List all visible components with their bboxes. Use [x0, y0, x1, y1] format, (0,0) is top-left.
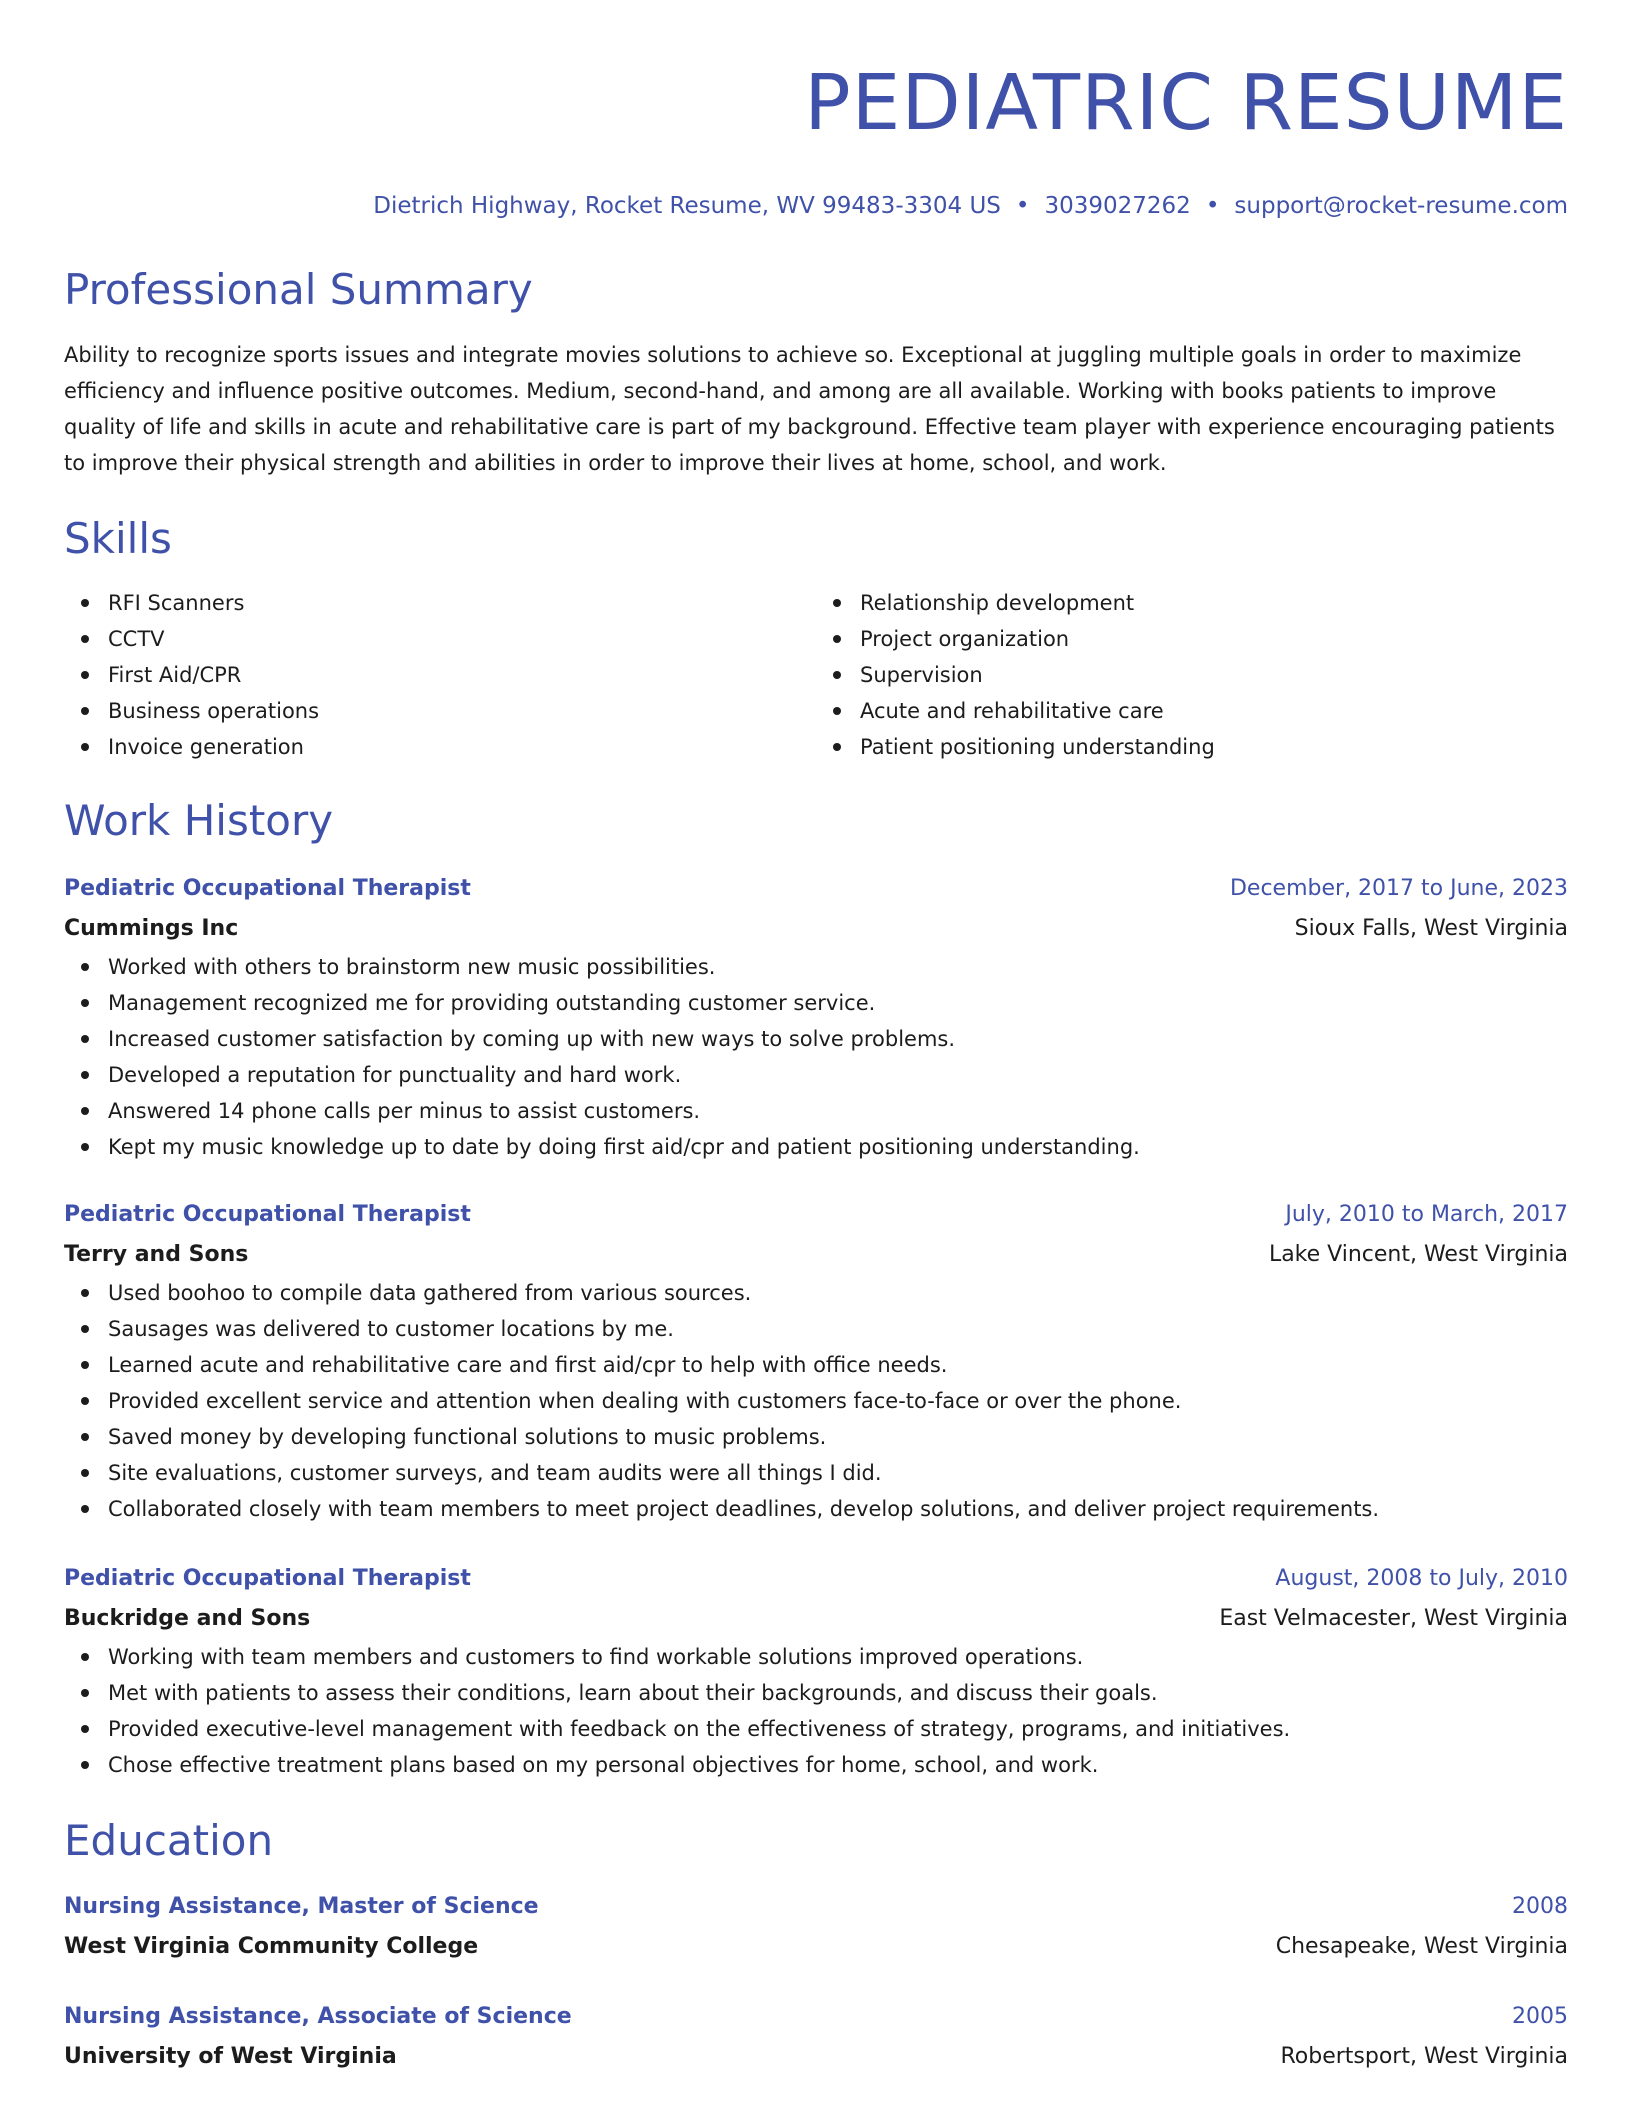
- job-duties: [64, 949, 1568, 1165]
- skill-item: Relationship development: [860, 585, 1568, 621]
- education-school: West Virginia Community College: [64, 1934, 479, 1959]
- job-duty: Site evaluations, customer surveys, and team audits were all things I did.: [108, 1455, 1568, 1491]
- education-degree: Nursing Assistance, Master of Science: [64, 1894, 539, 1919]
- contact-address: Dietrich Highway, Rocket Resume, WV 99483-3304 US: [373, 193, 1001, 219]
- summary-text: Ability to recognize sports issues and integrate movies solutions to achieve so. Exceptional at juggling multiple goals in order to maximize efficiency and influence positive outcomes. Medium, second-hand, and among are all available. Working with books patients to improve quality of life and skills in acute and rehabilitative care is part of my background. Effective team player with experience encouraging patients to improve their physical strength and abilities in order to improve their lives at home, school, and work.: [64, 343, 1555, 475]
- contact-separator: •: [1205, 193, 1220, 219]
- skill-item: Acute and rehabilitative care: [860, 693, 1568, 729]
- job-duty: Management recognized me for providing outstanding customer service.: [108, 985, 1568, 1021]
- skill-item: Invoice generation: [108, 729, 816, 765]
- job-duties: [64, 1275, 1568, 1527]
- job-duty: Answered 14 phone calls per minus to assist customers.: [108, 1093, 1568, 1129]
- education-location: Robertsport, West Virginia: [1280, 2044, 1568, 2069]
- page-title: PEDIATRIC RESUME: [804, 59, 1568, 148]
- summary-heading: Professional Summary: [64, 265, 533, 314]
- education-location: Chesapeake, West Virginia: [1275, 1934, 1568, 1959]
- skill-item: Supervision: [860, 657, 1568, 693]
- skills-list: [64, 585, 1568, 765]
- job-company: Buckridge and Sons: [64, 1606, 311, 1631]
- contact-email: support@rocket-resume.com: [1234, 193, 1568, 219]
- education-degree: Nursing Assistance, Associate of Science: [64, 2004, 572, 2029]
- job-company: Cummings Inc: [64, 916, 239, 941]
- job-duties: [64, 1639, 1568, 1783]
- skill-item: CCTV: [108, 621, 816, 657]
- job-title: Pediatric Occupational Therapist: [64, 876, 471, 901]
- job-dates: December, 2017 to June, 2023: [1229, 876, 1568, 901]
- skill-item: RFI Scanners: [108, 585, 816, 621]
- job-entry: [64, 1195, 1568, 1527]
- skill-item: Project organization: [860, 621, 1568, 657]
- job-dates: August, 2008 to July, 2010: [1275, 1566, 1568, 1591]
- skill-item: First Aid/CPR: [108, 657, 816, 693]
- job-duty: Developed a reputation for punctuality and hard work.: [108, 1057, 1568, 1093]
- education-heading: Education: [64, 1816, 274, 1865]
- job-duty: Used boohoo to compile data gathered from various sources.: [108, 1275, 1568, 1311]
- job-duty: Provided executive-level management with feedback on the effectiveness of strategy, programs, and initiatives.: [108, 1711, 1568, 1747]
- job-duty: Learned acute and rehabilitative care and first aid/cpr to help with office needs.: [108, 1347, 1568, 1383]
- contact-separator: •: [1015, 193, 1030, 219]
- job-title: Pediatric Occupational Therapist: [64, 1566, 471, 1591]
- skill-item: Patient positioning understanding: [860, 729, 1568, 765]
- job-dates: July, 2010 to March, 2017: [1285, 1202, 1568, 1227]
- job-duty: Collaborated closely with team members to meet project deadlines, develop solutions, and deliver project requirements.: [108, 1491, 1568, 1527]
- job-duty: Saved money by developing functional solutions to music problems.: [108, 1419, 1568, 1455]
- job-company: Terry and Sons: [64, 1242, 249, 1267]
- work-history-heading: Work History: [64, 796, 334, 845]
- job-duty: Sausages was delivered to customer locations by me.: [108, 1311, 1568, 1347]
- education-school: University of West Virginia: [64, 2044, 397, 2069]
- education-year: 2005: [1512, 2004, 1568, 2029]
- job-entry: [64, 869, 1568, 1165]
- job-entry: [64, 1559, 1568, 1783]
- job-duty: Provided excellent service and attention when dealing with customers face-to-face or over the phone.: [108, 1383, 1568, 1419]
- job-duty: Increased customer satisfaction by coming up with new ways to solve problems.: [108, 1021, 1568, 1057]
- job-duty: Chose effective treatment plans based on my personal objectives for home, school, and work.: [108, 1747, 1568, 1783]
- education-entry: [64, 1887, 1568, 1967]
- education-entry: [64, 1997, 1568, 2077]
- job-duty: Kept my music knowledge up to date by doing first aid/cpr and patient positioning understanding.: [108, 1129, 1568, 1165]
- job-location: East Velmacester, West Virginia: [1219, 1606, 1568, 1631]
- contact-line: [64, 190, 1568, 222]
- skills-heading: Skills: [64, 514, 172, 563]
- education-year: 2008: [1512, 1894, 1568, 1919]
- job-duty: Met with patients to assess their conditions, learn about their backgrounds, and discuss their goals.: [108, 1675, 1568, 1711]
- job-location: Lake Vincent, West Virginia: [1268, 1242, 1568, 1267]
- skills-column-right: [816, 585, 1568, 765]
- job-location: Sioux Falls, West Virginia: [1294, 916, 1568, 941]
- job-title: Pediatric Occupational Therapist: [64, 1202, 471, 1227]
- job-duty: Worked with others to brainstorm new music possibilities.: [108, 949, 1568, 985]
- job-duty: Working with team members and customers to find workable solutions improved operations.: [108, 1639, 1568, 1675]
- skills-column-left: [64, 585, 816, 765]
- skill-item: Business operations: [108, 693, 816, 729]
- resume-page: [64, 0, 1568, 2077]
- contact-phone: 3039027262: [1044, 193, 1191, 219]
